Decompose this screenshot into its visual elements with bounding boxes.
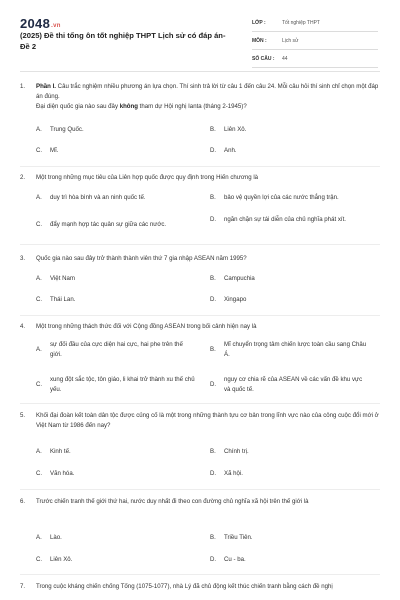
option-c[interactable] <box>36 375 196 395</box>
exam-meta <box>252 14 378 68</box>
question-subtext <box>20 102 380 112</box>
option-text: Lào. <box>50 534 62 541</box>
question-number: 4. <box>20 323 26 330</box>
meta-label: SỐ CÂU : <box>252 55 275 62</box>
option-letter: C. <box>36 470 43 477</box>
question-text <box>20 322 380 332</box>
section-label: Phần I. <box>36 83 56 90</box>
subtext-part: tham dự Hội nghị Ianta (tháng 2-1945)? <box>137 103 247 110</box>
meta-value: Lịch sử <box>282 37 299 44</box>
option-letter: A. <box>36 346 42 353</box>
option-letter: A. <box>36 194 42 201</box>
question-divider <box>20 403 380 404</box>
option-c[interactable] <box>36 220 196 230</box>
question-body: Một trong những mục tiêu của Liên hợp quốc được quy định trong Hiến chương là <box>36 174 259 181</box>
option-a[interactable] <box>36 447 196 457</box>
option-text: bảo vệ quyền lợi của các nước thắng trận. <box>224 194 339 201</box>
question-text <box>20 411 380 431</box>
option-text: Xingapo <box>224 296 247 303</box>
option-text: Văn hóa. <box>50 470 75 477</box>
question-body: Trước chiến tranh thế giới thứ hai, nước duy nhất đi theo con đường chủ nghĩa xã hội trên thế giới là <box>36 498 309 505</box>
option-letter: C. <box>36 221 43 228</box>
option-c[interactable] <box>36 555 196 565</box>
option-text: xung đột sắc tộc, tôn giáo, li khai trở thành xu thế chủ yếu. <box>50 376 195 393</box>
option-letter: C. <box>36 381 43 388</box>
option-c[interactable] <box>36 146 196 156</box>
option-a[interactable] <box>36 193 196 203</box>
option-a[interactable] <box>36 340 196 360</box>
option-letter: B. <box>210 346 216 353</box>
question-number: 2. <box>20 174 26 181</box>
option-d[interactable] <box>210 469 370 479</box>
option-d[interactable] <box>210 215 370 225</box>
meta-value: Tốt nghiệp THPT <box>282 19 320 26</box>
option-letter: D. <box>210 556 217 563</box>
option-letter: D. <box>210 296 217 303</box>
logo-text: 2048 <box>20 16 51 31</box>
option-a[interactable] <box>36 533 196 543</box>
option-text: đẩy mạnh hợp tác quân sự giữa các nước. <box>50 221 167 228</box>
option-letter: D. <box>210 470 217 477</box>
option-text: Campuchia <box>224 275 255 282</box>
site-logo[interactable] <box>20 16 61 31</box>
question-number: 1. <box>20 83 26 90</box>
question-7 <box>20 582 380 592</box>
option-text: Thái Lan. <box>50 296 76 303</box>
option-a[interactable] <box>36 274 196 284</box>
question-text <box>20 82 380 102</box>
option-a[interactable] <box>36 125 196 135</box>
question-divider <box>20 315 380 316</box>
option-letter: D. <box>210 147 217 154</box>
question-body: Khối đại đoàn kết toàn dân tộc được củng cố là một trong những thành tựu cơ bản trong lĩnh vực nào của công cuộc đổi mới ở Việt Nam từ 1986 đến nay? <box>36 412 379 429</box>
question-1 <box>20 82 380 112</box>
meta-row-class <box>252 14 378 32</box>
option-text: Xã hội. <box>224 470 243 477</box>
option-letter: A. <box>36 275 42 282</box>
question-number: 6. <box>20 498 26 505</box>
option-text: Liên Xô. <box>224 126 247 133</box>
question-text <box>20 582 380 592</box>
option-text: duy trì hòa bình và an ninh quốc tế. <box>50 194 146 201</box>
option-text: Mĩ chuyển trọng tâm chiến lược toàn cầu sang Châu Á. <box>224 341 367 358</box>
question-3 <box>20 254 380 264</box>
question-intro-text: Câu trắc nghiệm nhiều phương án lựa chọn. Thí sinh trả lời từ câu 1 đến câu 24. Mỗi câu hỏi thí sinh chỉ chọn một đáp án đúng. <box>36 83 379 100</box>
question-divider <box>20 489 380 490</box>
question-text <box>20 497 380 507</box>
question-divider <box>20 244 380 245</box>
question-number: 7. <box>20 583 26 590</box>
meta-value: 44 <box>282 55 288 62</box>
option-text: Anh. <box>224 147 237 154</box>
question-6 <box>20 497 380 507</box>
option-text: Liên Xô. <box>50 556 73 563</box>
option-d[interactable] <box>210 375 370 395</box>
option-d[interactable] <box>210 555 370 565</box>
option-letter: C. <box>36 556 43 563</box>
option-text: Việt Nam <box>50 275 75 282</box>
option-c[interactable] <box>36 295 196 305</box>
question-divider <box>20 166 380 167</box>
header-divider <box>20 71 380 72</box>
option-b[interactable] <box>210 274 370 284</box>
document-title: (2025) Đề thi tổng ôn tốt nghiệp THPT Lịch sử có đáp án- Đề 2 <box>20 31 226 51</box>
option-letter: A. <box>36 534 42 541</box>
option-letter: B. <box>210 534 216 541</box>
option-letter: C. <box>36 147 43 154</box>
subtext-part: Đại diện quốc gia nào sau đây <box>36 103 120 110</box>
option-letter: C. <box>36 296 43 303</box>
option-letter: B. <box>210 194 216 201</box>
question-4 <box>20 322 380 332</box>
option-b[interactable] <box>210 447 370 457</box>
emphasis-word: không <box>119 103 138 110</box>
option-letter: B. <box>210 448 216 455</box>
meta-label: MÔN : <box>252 37 267 44</box>
option-b[interactable] <box>210 193 370 203</box>
option-text: sự đối đầu của cực diện hai cực, hai phe trên thế giới. <box>50 341 183 358</box>
option-c[interactable] <box>36 469 196 479</box>
option-text: Kinh tế. <box>50 448 71 455</box>
option-b[interactable] <box>210 533 370 543</box>
logo-suffix: .vn <box>51 23 61 29</box>
option-letter: B. <box>210 126 216 133</box>
question-body: Quốc gia nào sau đây trở thành thành viên thứ 7 gia nhập ASEAN năm 1995? <box>36 255 247 262</box>
question-body: Một trong những thách thức đối với Cộng đồng ASEAN trong bối cảnh hiện nay là <box>36 323 257 330</box>
option-d[interactable] <box>210 295 370 305</box>
question-text <box>20 173 380 183</box>
option-text: Triều Tiên. <box>224 534 253 541</box>
option-letter: D. <box>210 381 217 388</box>
option-letter: D. <box>210 216 217 223</box>
option-text: nguy cơ chia rẽ của ASEAN về các vấn đề khu vực và quốc tế. <box>224 376 363 393</box>
question-divider <box>20 574 380 575</box>
question-5 <box>20 411 380 431</box>
option-letter: A. <box>36 126 42 133</box>
meta-label: LỚP : <box>252 19 266 26</box>
question-2 <box>20 173 380 183</box>
question-text <box>20 254 380 264</box>
question-number: 3. <box>20 255 26 262</box>
option-text: Trung Quốc. <box>50 126 84 133</box>
option-d[interactable] <box>210 146 370 156</box>
option-letter: B. <box>210 275 216 282</box>
option-b[interactable] <box>210 340 370 360</box>
meta-row-count <box>252 50 378 68</box>
option-text: ngăn chặn sự tái diễn của chủ nghĩa phát xít. <box>224 216 346 223</box>
question-number: 5. <box>20 412 26 419</box>
option-text: Cu - ba. <box>224 556 246 563</box>
meta-row-subject <box>252 32 378 50</box>
option-letter: A. <box>36 448 42 455</box>
option-text: Mĩ. <box>50 147 59 154</box>
option-text: Chính trị. <box>224 448 249 455</box>
question-body: Trong cuộc kháng chiến chống Tống (1075-1077), nhà Lý đã chủ động kết thúc chiến tranh bằng cách đề nghị <box>36 583 333 590</box>
option-b[interactable] <box>210 125 370 135</box>
